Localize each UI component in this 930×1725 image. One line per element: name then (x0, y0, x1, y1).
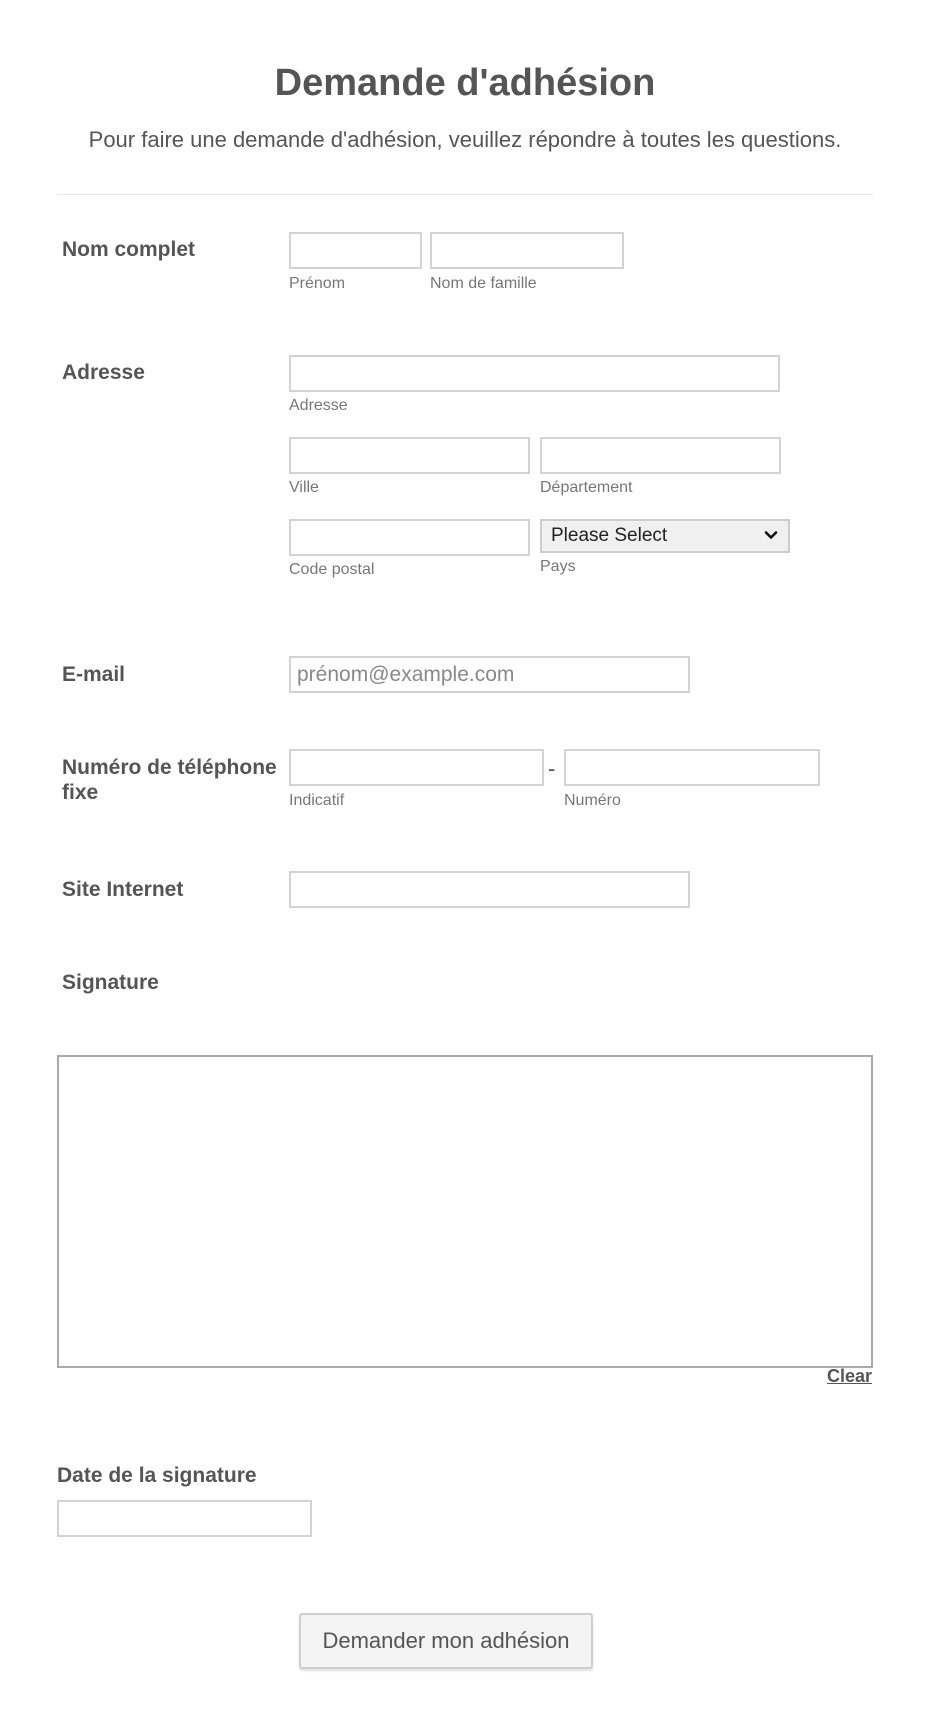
email-label: E-mail (62, 663, 126, 686)
state-sublabel: Département (540, 479, 633, 496)
signature-pad[interactable] (57, 1055, 873, 1368)
last-name-sublabel: Nom de famille (430, 275, 537, 292)
country-select-value: Please Select (551, 525, 668, 546)
city-input[interactable] (289, 437, 530, 474)
street-address-input[interactable] (289, 355, 780, 392)
phone-number-sublabel: Numéro (564, 792, 621, 809)
chevron-down-icon (764, 528, 778, 542)
full-name-label: Nom complet (62, 238, 196, 261)
submit-button[interactable]: Demander mon adhésion (299, 1613, 593, 1669)
street-address-sublabel: Adresse (289, 397, 348, 414)
postal-code-sublabel: Code postal (289, 561, 375, 578)
page-subtitle: Pour faire une demande d'adhésion, veuillez répondre à toutes les questions. (88, 127, 842, 152)
email-input[interactable] (289, 656, 690, 693)
website-input[interactable] (289, 871, 690, 908)
country-select[interactable] (540, 519, 790, 553)
website-label: Site Internet (62, 878, 184, 901)
page-title: Demande d'adhésion (274, 62, 656, 104)
signature-date-input[interactable] (57, 1500, 312, 1537)
address-label: Adresse (62, 361, 145, 384)
last-name-input[interactable] (430, 232, 624, 269)
phone-separator: - (548, 756, 556, 781)
postal-code-input[interactable] (289, 519, 530, 556)
signature-date-label: Date de la signature (57, 1464, 257, 1487)
header-divider (57, 194, 873, 195)
country-sublabel: Pays (540, 558, 576, 575)
phone-number-input[interactable] (564, 749, 820, 786)
first-name-input[interactable] (289, 232, 422, 269)
first-name-sublabel: Prénom (289, 275, 346, 292)
phone-area-code-sublabel: Indicatif (289, 792, 345, 809)
signature-label: Signature (62, 971, 159, 994)
city-sublabel: Ville (289, 479, 319, 496)
state-input[interactable] (540, 437, 781, 474)
phone-area-code-input[interactable] (289, 749, 544, 786)
phone-label: Numéro de téléphone fixe (62, 756, 277, 804)
clear-signature-link[interactable]: Clear (826, 1366, 872, 1386)
